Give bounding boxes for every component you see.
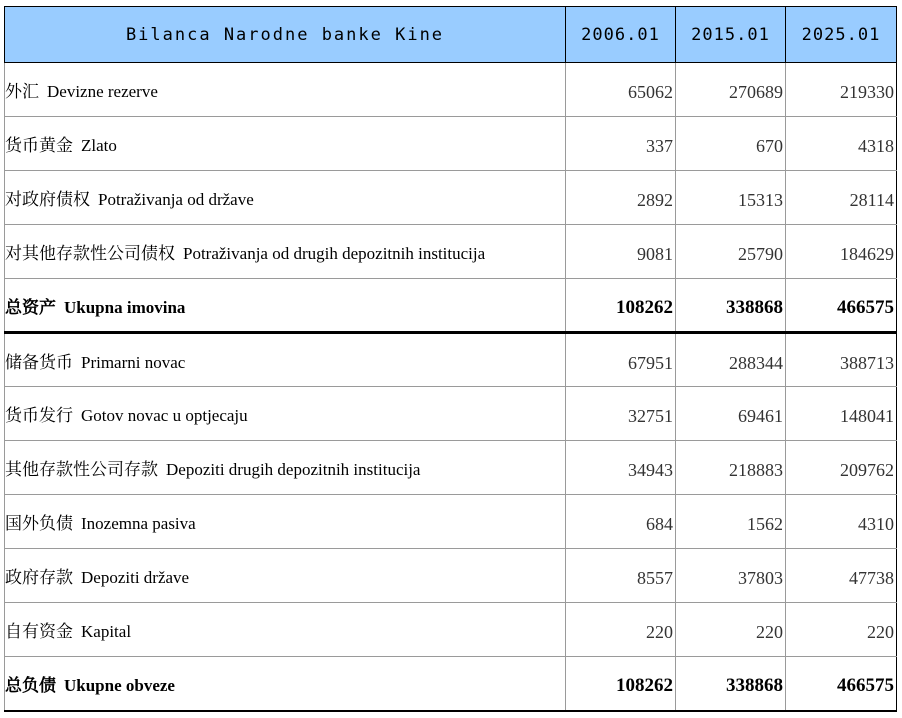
row-total-liabilities <box>5 657 897 711</box>
label-zh: 储备货币 <box>5 352 73 373</box>
row-total-assets <box>5 279 897 333</box>
cell-2015: 670 <box>676 117 786 171</box>
cell-2025: 184629 <box>786 225 897 279</box>
row-currency-issue <box>5 387 897 441</box>
cell-2025: 466575 <box>786 657 897 711</box>
label-hr: Inozemna pasiva <box>81 514 196 533</box>
label-hr: Primarni novac <box>81 352 186 372</box>
label-hr: Depoziti države <box>81 568 190 587</box>
cell-2015: 218883 <box>676 441 786 495</box>
label-zh: 对政府债权 <box>5 190 90 210</box>
cell-2006: 220 <box>566 603 676 657</box>
row-claims-depository <box>5 225 897 279</box>
cell-2025: 388713 <box>786 333 897 387</box>
cell-2015: 220 <box>676 603 786 657</box>
label-hr: Gotov novac u optjecaju <box>81 406 248 425</box>
row-label <box>5 387 566 441</box>
year-2025-header: 2025.01 <box>786 7 897 63</box>
row-label <box>5 117 566 171</box>
row-capital <box>5 603 897 657</box>
label-zh: 外汇 <box>5 82 39 102</box>
label-hr: Kapital <box>81 622 132 641</box>
label-zh: 其他存款性公司存款 <box>5 460 158 480</box>
cell-2006: 34943 <box>566 441 676 495</box>
label-zh: 总资产 <box>5 297 56 318</box>
cell-2025: 466575 <box>786 279 897 333</box>
cell-2015: 25790 <box>676 225 786 279</box>
row-label <box>5 225 566 279</box>
label-hr: Ukupna imovina <box>64 297 186 317</box>
cell-2006: 108262 <box>566 279 676 333</box>
cell-2006: 337 <box>566 117 676 171</box>
year-2015-header: 2015.01 <box>676 7 786 63</box>
cell-2025: 4318 <box>786 117 897 171</box>
row-foreign-reserves <box>5 63 897 117</box>
cell-2025: 47738 <box>786 549 897 603</box>
row-claims-government <box>5 171 897 225</box>
header-row <box>5 7 897 63</box>
row-government-deposits <box>5 549 897 603</box>
row-other-deposits <box>5 441 897 495</box>
label-hr: Potraživanja od drugih depozitnih institucija <box>183 244 486 263</box>
cell-2006: 65062 <box>566 63 676 117</box>
cell-2006: 2892 <box>566 171 676 225</box>
row-label <box>5 495 566 549</box>
cell-2006: 8557 <box>566 549 676 603</box>
year-2006-header: 2006.01 <box>566 7 676 63</box>
cell-2025: 28114 <box>786 171 897 225</box>
cell-2015: 69461 <box>676 387 786 441</box>
label-zh: 总负债 <box>5 675 56 696</box>
row-label <box>5 657 566 711</box>
cell-2015: 15313 <box>676 171 786 225</box>
row-reserve-money <box>5 333 897 387</box>
cell-2015: 37803 <box>676 549 786 603</box>
cell-2006: 108262 <box>566 657 676 711</box>
row-label <box>5 603 566 657</box>
row-label <box>5 63 566 117</box>
label-zh: 国外负债 <box>5 514 73 534</box>
label-hr: Depoziti drugih depozitnih institucija <box>166 460 421 479</box>
label-zh: 对其他存款性公司债权 <box>5 244 175 264</box>
cell-2006: 67951 <box>566 333 676 387</box>
cell-2015: 338868 <box>676 279 786 333</box>
label-zh: 货币黄金 <box>5 136 73 156</box>
cell-2015: 338868 <box>676 657 786 711</box>
cell-2015: 270689 <box>676 63 786 117</box>
label-zh: 货币发行 <box>5 406 73 426</box>
label-zh: 自有资金 <box>5 622 73 642</box>
cell-2015: 1562 <box>676 495 786 549</box>
cell-2025: 219330 <box>786 63 897 117</box>
row-label <box>5 549 566 603</box>
cell-2025: 220 <box>786 603 897 657</box>
cell-2015: 288344 <box>676 333 786 387</box>
label-hr: Zlato <box>81 136 117 155</box>
label-hr: Ukupne obveze <box>64 675 175 695</box>
label-zh: 政府存款 <box>5 568 73 588</box>
row-label <box>5 333 566 387</box>
row-foreign-liabilities <box>5 495 897 549</box>
table-title: Bilanca Narodne banke Kine <box>5 7 566 63</box>
cell-2025: 4310 <box>786 495 897 549</box>
balance-sheet-table <box>4 6 897 712</box>
row-label <box>5 171 566 225</box>
cell-2006: 9081 <box>566 225 676 279</box>
cell-2006: 32751 <box>566 387 676 441</box>
row-gold <box>5 117 897 171</box>
cell-2006: 684 <box>566 495 676 549</box>
row-label <box>5 441 566 495</box>
row-label <box>5 279 566 333</box>
cell-2025: 148041 <box>786 387 897 441</box>
label-hr: Devizne rezerve <box>47 82 158 101</box>
cell-2025: 209762 <box>786 441 897 495</box>
label-hr: Potraživanja od države <box>98 190 254 209</box>
